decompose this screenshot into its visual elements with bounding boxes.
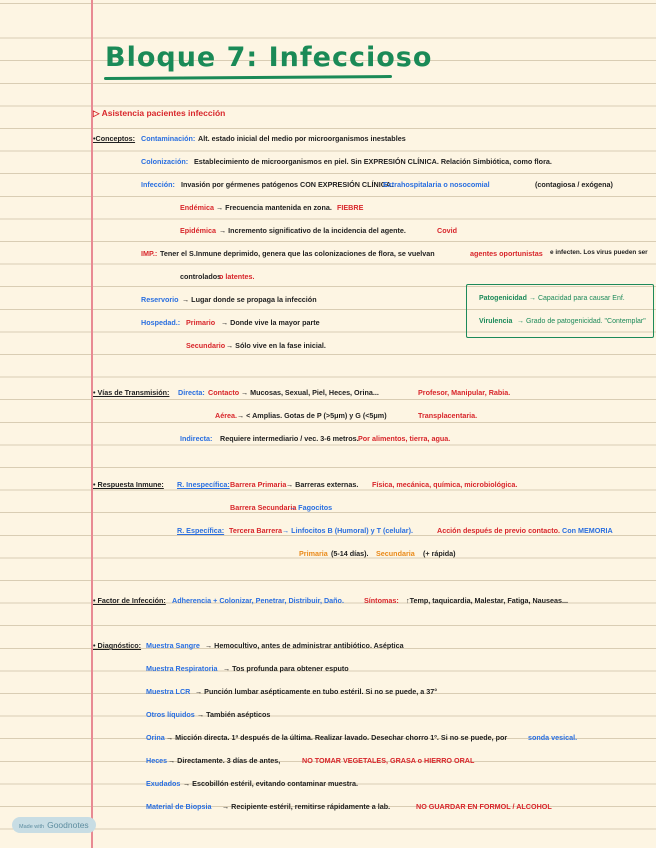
- secundaria-text: (+ rápida): [423, 549, 456, 558]
- aerea-text: → < Amplias. Gotas de P (>5μm) y G (<5μm): [237, 411, 387, 420]
- endemica-text: → Frecuencia mantenida en zona.: [216, 203, 332, 212]
- barrera-primaria: Barrera Primaria: [230, 480, 287, 489]
- directa-text: → Mucosas, Sexual, Piel, Heces, Orina...: [241, 388, 379, 397]
- indirecta-red: Por alimentos, tierra, agua.: [358, 434, 451, 443]
- imp-text2: e infecten. Los virus pueden ser: [550, 249, 648, 256]
- primario-text: → Donde vive la mayor parte: [221, 318, 320, 327]
- barrera-secundaria: Barrera Secundaria: [230, 503, 297, 512]
- badge-brand: Goodnotes: [47, 820, 89, 830]
- exudados-text: → Escobillón estéril, evitando contaminar muestra.: [183, 779, 358, 788]
- aerea-term: Aérea.: [215, 411, 237, 420]
- biopsia-text: → Recipiente estéril, remitirse rápidamente a lab.: [222, 802, 391, 811]
- directa-red: Profesor, Manipular, Rabia.: [418, 388, 511, 397]
- heces-text: → Directamente. 3 días de antes,: [168, 756, 281, 765]
- respiratoria-text: → Tos profunda para obtener esputo: [223, 664, 349, 673]
- aerea-red: Transplacentaria.: [418, 411, 478, 420]
- reservorio-text: → Lugar donde se propaga la infección: [182, 295, 317, 304]
- primario-term: Primario: [186, 318, 216, 327]
- reservorio-term: Reservorio: [141, 295, 179, 304]
- infeccion-extra2: (contagiosa / exógena): [535, 180, 613, 189]
- epidemica-text: → Incremento significativo de la incidencia del agente.: [219, 226, 406, 235]
- liquidos-term: Otros líquidos: [146, 710, 195, 719]
- indirecta-term: Indirecta:: [180, 434, 213, 443]
- endemica-term: Endémica: [180, 203, 214, 212]
- conceptos-label: •Conceptos:: [93, 134, 136, 143]
- contaminacion-term: Contaminación:: [141, 134, 196, 143]
- definitions-box: [466, 284, 654, 338]
- indirecta-text: Requiere intermediario / vec. 3-6 metros.: [220, 434, 359, 443]
- imp-text: Tener el S.Inmune deprimido, genera que las colonizaciones de flora, se vuelvan: [160, 249, 435, 258]
- orina-term: Orina: [146, 733, 165, 742]
- lcr-text: → Punción lumbar asépticamente en tubo estéril. Si no se puede, a 37°: [195, 687, 438, 696]
- endemica-red: FIEBRE: [337, 203, 364, 212]
- barrera-primaria-text: → Barreras externas.: [286, 480, 359, 489]
- directa-contacto: Contacto: [208, 388, 240, 397]
- hospedador-term: Hospedad.:: [141, 318, 181, 327]
- tercera-red: Acción después de previo contacto.: [437, 526, 561, 535]
- infeccion-text: Invasión por gérmenes patógenos CON EXPRESIÓN CLÍNICA.: [181, 180, 394, 189]
- sangre-term: Muestra Sangre: [146, 641, 200, 650]
- barrera-secundaria-text: → Fagocitos: [289, 503, 333, 512]
- colonizacion-term: Colonización:: [141, 157, 189, 166]
- inespecifica-term: R. Inespecífica:: [177, 480, 230, 489]
- imp-red: agentes oportunistas: [470, 249, 543, 258]
- virulencia-text: → Grado de patogenicidad. "Contemplar": [517, 318, 646, 325]
- diagnostico-label: • Diagnóstico:: [93, 641, 142, 650]
- biopsia-term: Material de Biopsia: [146, 802, 212, 811]
- sintomas-term: Síntomas:: [364, 596, 399, 605]
- virulencia-term: Virulencia: [479, 318, 513, 325]
- primaria-text: (5-14 días).: [331, 549, 369, 558]
- contaminacion-text: Alt. estado inicial del medio por microorganismos inestables: [198, 134, 406, 143]
- directa-term: Directa:: [178, 388, 205, 397]
- imp-label: IMP.:: [141, 249, 158, 258]
- biopsia-red: NO GUARDAR EN FORMOL / ALCOHOL: [416, 802, 552, 811]
- sintomas-text: ↑Temp, taquicardia, Malestar, Fatiga, Nauseas...: [406, 596, 569, 605]
- respuesta-label: • Respuesta Inmune:: [93, 480, 164, 489]
- secundario-text: → Sólo vive en la fase inicial.: [226, 341, 326, 350]
- title-underline: [104, 75, 392, 80]
- section-heading-asistencia: ▷ Asistencia pacientes infección: [93, 108, 226, 118]
- epidemica-term: Epidémica: [180, 226, 216, 235]
- goodnotes-badge[interactable]: [12, 817, 96, 833]
- exudados-term: Exudados: [146, 779, 181, 788]
- tercera-text: → Linfocitos B (Humoral) y T (celular).: [282, 526, 413, 535]
- heces-term: Heces: [146, 756, 168, 765]
- factor-label: • Factor de Infección:: [93, 596, 166, 605]
- especifica-term: R. Específica:: [177, 526, 225, 535]
- heces-red: NO TOMAR VEGETALES, GRASA o HIERRO ORAL: [302, 756, 475, 765]
- memoria: Con MEMORIA: [562, 526, 613, 535]
- liquidos-text: → También asépticos: [197, 710, 271, 719]
- infeccion-extra: Extrahospitalaria o nosocomial: [383, 180, 490, 189]
- orina-blue: sonda vesical.: [528, 733, 578, 742]
- factor-blue-text: Adherencia + Colonizar, Penetrar, Distribuir, Daño.: [172, 596, 344, 605]
- vias-label: • Vías de Transmisión:: [93, 388, 170, 397]
- margin-line: [91, 0, 93, 848]
- epidemica-red: Covid: [437, 226, 457, 235]
- badge-small-text: Made with: [19, 824, 45, 830]
- barrera-primaria-red: Física, mecánica, química, microbiológica.: [372, 480, 518, 489]
- colonizacion-text: Establecimiento de microorganismos en piel. Sin EXPRESIÓN CLÍNICA. Relación Simbiótica, como flora.: [194, 157, 552, 166]
- lcr-term: Muestra LCR: [146, 687, 191, 696]
- primaria: Primaria: [299, 549, 328, 558]
- secundario-term: Secundario: [186, 341, 226, 350]
- infeccion-term: Infección:: [141, 180, 175, 189]
- imp-line2b: o latentes.: [219, 272, 255, 281]
- secundaria: Secundaria: [376, 549, 415, 558]
- imp-line2: controlados: [180, 272, 222, 281]
- patogenicidad-term: Patogenicidad: [479, 295, 527, 302]
- respiratoria-term: Muestra Respiratoria: [146, 664, 218, 673]
- sangre-text: → Hemocultivo, antes de administrar antibiótico. Aséptica: [205, 641, 404, 650]
- patogenicidad-text: → Capacidad para causar Enf.: [529, 295, 625, 302]
- page-title: Bloque 7: Infeccioso: [105, 42, 433, 73]
- tercera-barrera: Tercera Barrera: [229, 526, 283, 535]
- orina-text: → Micción directa. 1ª después de la última. Realizar lavado. Desechar chorro 1º. Si no se puede, por: [166, 733, 508, 742]
